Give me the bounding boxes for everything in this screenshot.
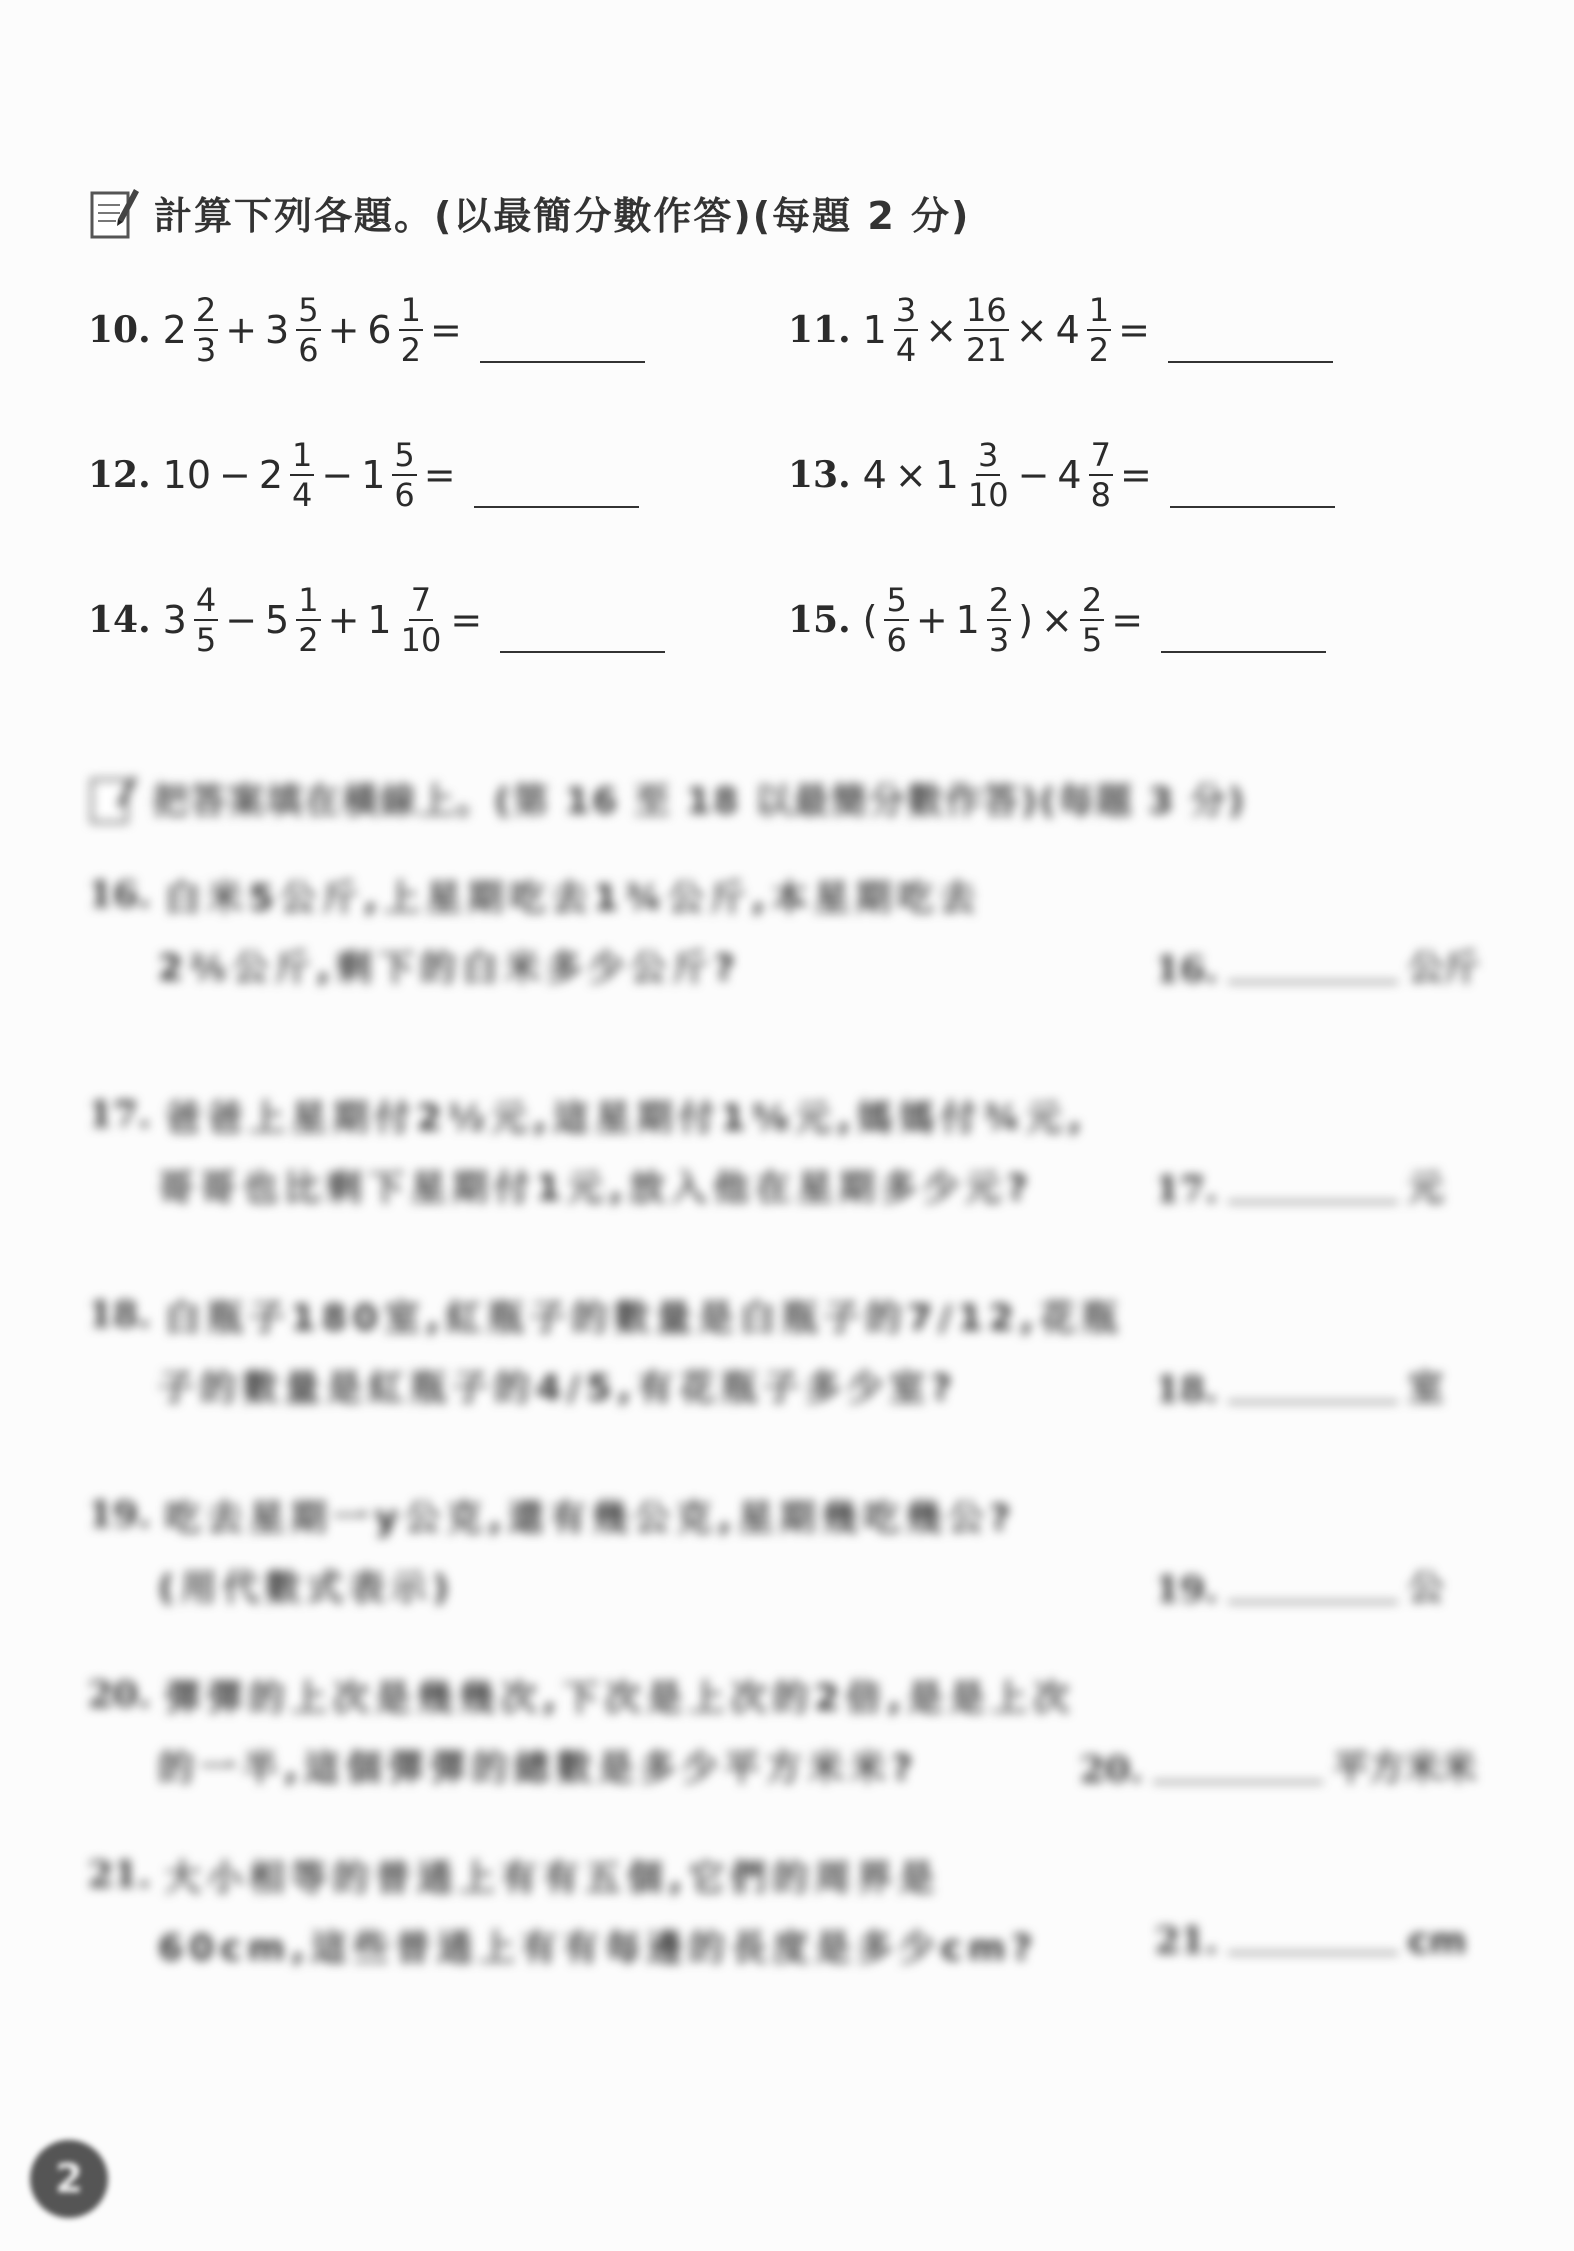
answer-label: 17. xyxy=(1155,1169,1218,1211)
answer-blank[interactable] xyxy=(1228,1952,1398,1954)
word-problem-text: 60cm,這些普通上有有每邊的長度是多少cm? xyxy=(158,1927,1039,1969)
fraction xyxy=(399,581,444,659)
problem-12 xyxy=(88,420,639,530)
expression-token: − xyxy=(1017,453,1050,497)
expression-token: 1 xyxy=(934,453,959,497)
expression-token: + xyxy=(915,598,948,642)
answer-field[interactable] xyxy=(1080,1740,1477,1791)
word-problem-text: 白瓶子180室,紅瓶子的數量是白瓶子的7/12,花瓶 xyxy=(164,1297,1124,1339)
answer-blank[interactable] xyxy=(1153,1781,1323,1783)
section-1-title: 計算下列各題。(以最簡分數作答)(每題 2 分) xyxy=(154,193,971,238)
expression-token: × xyxy=(894,453,927,497)
word-problem-line xyxy=(88,1480,1488,1550)
fraction-numerator: 3 xyxy=(978,436,999,474)
word-problem-number: 16. xyxy=(88,874,151,916)
expression-token: 2 xyxy=(258,453,284,497)
fraction-denominator: 4 xyxy=(292,476,313,514)
problem-15 xyxy=(788,565,1326,675)
expression-token: = xyxy=(1119,453,1152,497)
fraction-denominator: 3 xyxy=(195,331,217,369)
expression-token: + xyxy=(327,598,360,642)
answer-field[interactable] xyxy=(1155,940,1480,991)
fraction-numerator: 1 xyxy=(298,581,319,619)
word-problem-number: 20. xyxy=(88,1674,151,1716)
expression-token: 5 xyxy=(265,598,290,642)
word-problem-text: 吃去星期一y公克,還有幾公克,星期幾吃幾公? xyxy=(164,1497,1017,1539)
fraction-numerator: 1 xyxy=(292,436,313,474)
answer-blank[interactable] xyxy=(474,506,639,508)
problem-11 xyxy=(788,275,1333,385)
answer-field[interactable] xyxy=(1155,1360,1444,1411)
problem-number: 14. xyxy=(88,599,151,641)
expression-token: = xyxy=(429,308,462,352)
word-problem-text: 2⅖公斤,剩下的白米多少公斤? xyxy=(158,947,741,989)
fraction xyxy=(194,291,218,369)
word-problem-text: 白米5公斤,上星期吃去1¾公斤,本星期吃去 xyxy=(164,877,982,919)
expression-token: 1 xyxy=(955,598,980,642)
expression-token: ( xyxy=(862,598,878,642)
section-2 xyxy=(0,740,1574,2140)
answer-blank[interactable] xyxy=(1170,506,1335,508)
fraction-numerator: 2 xyxy=(195,291,217,329)
fraction-denominator: 6 xyxy=(394,476,415,514)
problem-10 xyxy=(88,275,645,385)
fraction-denominator: 6 xyxy=(298,331,319,369)
fraction xyxy=(1080,581,1104,659)
word-problem-number: 18. xyxy=(88,1294,151,1336)
fraction-numerator: 16 xyxy=(966,291,1007,329)
expression-token: = xyxy=(423,453,456,497)
fraction-denominator: 8 xyxy=(1090,476,1111,514)
calc-row-2 xyxy=(88,420,1388,530)
answer-blank[interactable] xyxy=(480,361,645,363)
fraction xyxy=(296,291,320,369)
section-2-header xyxy=(88,770,1246,826)
expression-token: 4 xyxy=(1057,453,1082,497)
word-problem-text: 大小相等的普通上有有五個,它們的周界是 xyxy=(164,1857,941,1899)
answer-blank[interactable] xyxy=(1228,1401,1398,1403)
expression-token: 4 xyxy=(862,453,887,497)
fraction xyxy=(290,436,314,514)
word-problem-line xyxy=(88,1280,1488,1350)
word-problem-line xyxy=(88,1840,1488,1910)
expression-token: × xyxy=(1041,598,1073,642)
fraction-denominator: 5 xyxy=(195,621,217,659)
word-problem-number: 17. xyxy=(88,1094,151,1136)
fraction xyxy=(966,436,1011,514)
word-problem-number: 19. xyxy=(88,1494,151,1536)
expression-token: − xyxy=(321,453,354,497)
fraction-numerator: 4 xyxy=(195,581,217,619)
expression-token: × xyxy=(925,308,958,352)
word-problem-text: 哥哥也比剩下星期付1元,放入他在星期多少元? xyxy=(158,1167,1034,1209)
word-problem-line xyxy=(88,860,1488,930)
fraction-denominator: 6 xyxy=(886,621,907,659)
word-problem-text: 爸爸上星期付2½元,這星期付1⅝元,媽媽付¾元, xyxy=(164,1097,1088,1139)
pencil-note-icon xyxy=(88,183,140,241)
expression-token: ) xyxy=(1018,598,1034,642)
word-problem-text: 彈彈的上次是幾幾次,下次是上次的2倍,是是上次 xyxy=(164,1677,1076,1719)
expression-token: = xyxy=(450,598,483,642)
fraction-denominator: 4 xyxy=(895,331,917,369)
expression-token: 10 xyxy=(162,453,211,497)
calc-row-1 xyxy=(88,275,1388,385)
fraction-denominator: 21 xyxy=(966,331,1007,369)
pencil-note-icon xyxy=(88,770,138,826)
fraction-numerator: 7 xyxy=(410,581,432,619)
fraction xyxy=(399,291,423,369)
expression-token: 4 xyxy=(1055,308,1080,352)
section-2-title: 把答案填在橫線上。(第 16 至 18 以最簡分數作答)(每題 3 分) xyxy=(152,780,1247,822)
calc-row-3 xyxy=(88,565,1388,675)
problem-number: 11. xyxy=(788,309,851,351)
fraction-numerator: 5 xyxy=(394,436,415,474)
fraction-numerator: 1 xyxy=(400,291,421,329)
word-problem-text: 的一半,這個彈彈的總數是多少平方米米? xyxy=(158,1747,919,1789)
fraction-numerator: 5 xyxy=(298,291,319,329)
expression-token: − xyxy=(219,453,251,497)
expression-token: × xyxy=(1015,308,1048,352)
word-problem-line xyxy=(88,1660,1488,1730)
fraction-numerator: 7 xyxy=(1090,436,1111,474)
fraction-denominator: 5 xyxy=(1081,621,1103,659)
answer-blank[interactable] xyxy=(1228,1601,1398,1603)
word-problem-number: 21. xyxy=(88,1854,151,1896)
problem-number: 10. xyxy=(88,309,151,351)
problem-13 xyxy=(788,420,1335,530)
answer-unit: 公斤 xyxy=(1407,948,1480,989)
fraction xyxy=(1087,291,1111,369)
problem-number: 12. xyxy=(88,454,151,496)
fraction-numerator: 5 xyxy=(886,581,907,619)
fraction xyxy=(884,581,908,659)
fraction-denominator: 10 xyxy=(967,476,1009,514)
answer-unit: cm xyxy=(1407,1921,1467,1962)
answer-blank[interactable] xyxy=(1168,361,1333,363)
word-problem-line xyxy=(88,1080,1488,1150)
fraction-denominator: 2 xyxy=(1088,331,1110,369)
answer-blank[interactable] xyxy=(1228,981,1398,983)
fraction-numerator: 1 xyxy=(1088,291,1110,329)
answer-label: 16. xyxy=(1155,949,1218,991)
fraction xyxy=(964,291,1009,369)
fraction-numerator: 2 xyxy=(1081,581,1103,619)
expression-token: 1 xyxy=(862,308,887,352)
answer-field[interactable] xyxy=(1155,1160,1444,1211)
expression-token: 3 xyxy=(265,308,290,352)
section-1-header xyxy=(88,180,970,244)
answer-blank[interactable] xyxy=(1228,1201,1398,1203)
fraction-numerator: 2 xyxy=(988,581,1010,619)
fraction xyxy=(987,581,1011,659)
word-problem-text: (用代數式表示) xyxy=(158,1567,455,1609)
answer-label: 18. xyxy=(1155,1369,1218,1411)
problem-number: 13. xyxy=(788,454,851,496)
fraction-numerator: 3 xyxy=(895,291,917,329)
answer-label: 20. xyxy=(1080,1749,1143,1791)
answer-unit: 公 xyxy=(1407,1568,1444,1609)
fraction-denominator: 3 xyxy=(988,621,1010,659)
fraction xyxy=(1089,436,1113,514)
fraction xyxy=(894,291,918,369)
answer-field[interactable] xyxy=(1155,1560,1444,1611)
answer-blank[interactable] xyxy=(1161,651,1326,653)
answer-label: 19. xyxy=(1155,1569,1218,1611)
answer-label: 21. xyxy=(1155,1920,1218,1962)
expression-token: 2 xyxy=(162,308,187,352)
fraction-denominator: 2 xyxy=(400,331,421,369)
expression-token: − xyxy=(225,598,258,642)
expression-token: 1 xyxy=(361,453,386,497)
problem-number: 15. xyxy=(788,599,851,641)
answer-field[interactable] xyxy=(1155,1920,1467,1962)
fraction xyxy=(296,581,320,659)
expression-token: + xyxy=(225,308,258,352)
expression-token: = xyxy=(1111,598,1144,642)
fraction-denominator: 10 xyxy=(400,621,442,659)
answer-unit: 元 xyxy=(1407,1168,1444,1209)
answer-blank[interactable] xyxy=(500,651,665,653)
expression-token: = xyxy=(1118,308,1150,352)
fraction-denominator: 2 xyxy=(298,621,319,659)
expression-token: 1 xyxy=(367,598,392,642)
expression-token: 6 xyxy=(367,308,392,352)
answer-unit: 室 xyxy=(1407,1368,1444,1409)
page-number: 2 xyxy=(55,2156,83,2202)
fraction xyxy=(392,436,416,514)
answer-unit: 平方米米 xyxy=(1332,1748,1477,1789)
fraction xyxy=(194,581,218,659)
page-number-badge xyxy=(30,2140,108,2218)
expression-token: + xyxy=(327,308,360,352)
word-problem-text: 子的數量是紅瓶子的4/5,有花瓶子多少室? xyxy=(158,1367,958,1409)
problem-14 xyxy=(88,565,665,675)
expression-token: 3 xyxy=(162,598,187,642)
